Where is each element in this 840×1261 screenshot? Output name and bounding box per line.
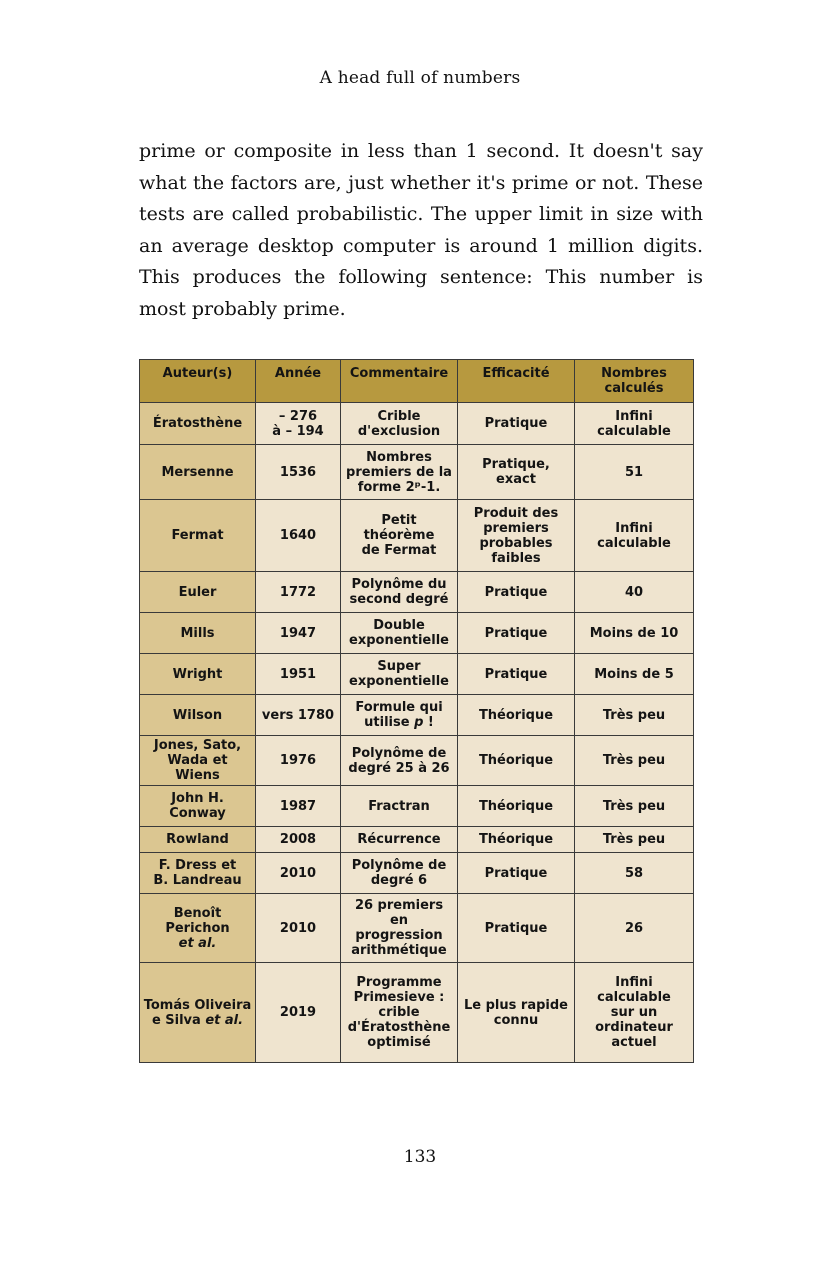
primes-table	[139, 359, 694, 1063]
header-year: Année	[256, 360, 341, 403]
author-name: Fermat	[171, 528, 224, 543]
table-row	[140, 827, 694, 853]
cell-author	[140, 500, 256, 572]
table-row	[140, 445, 694, 500]
cell-numbers: 51	[575, 445, 694, 500]
cell-author	[140, 695, 256, 736]
author-name: Mills	[180, 625, 215, 641]
cell-comment: Récurrence	[341, 827, 458, 853]
table-header-row	[140, 360, 694, 403]
author-name: Jones, Sato, Wada et Wiens	[153, 738, 242, 783]
cell-efficiency: Théorique	[458, 695, 575, 736]
cell-numbers: Très peu	[575, 736, 694, 786]
cell-efficiency: Pratique	[458, 894, 575, 963]
cell-year: vers 1780	[256, 695, 341, 736]
cell-numbers: Très peu	[575, 695, 694, 736]
cell-efficiency: Le plus rapide connu	[458, 963, 575, 1063]
cell-author	[140, 827, 256, 853]
author-name: Wright	[172, 666, 223, 682]
cell-year: – 276 à – 194	[256, 403, 341, 445]
italic-p: p	[414, 715, 424, 730]
cell-year: 2019	[256, 963, 341, 1063]
cell-author	[140, 786, 256, 827]
cell-comment: Fractran	[341, 786, 458, 827]
cell-year: 2010	[256, 894, 341, 963]
table-row	[140, 695, 694, 736]
cell-efficiency: Théorique	[458, 827, 575, 853]
cell-comment: Programme Primesieve : crible d'Ératosthène optimisé	[341, 963, 458, 1063]
table-row	[140, 736, 694, 786]
cell-author	[140, 853, 256, 894]
cell-efficiency: Pratique, exact	[458, 445, 575, 500]
cell-efficiency: Pratique	[458, 853, 575, 894]
table-row	[140, 853, 694, 894]
cell-efficiency: Théorique	[458, 786, 575, 827]
author-name: Rowland	[166, 832, 229, 847]
author-name: Euler	[178, 584, 217, 600]
cell-efficiency: Produit des premiers probables faibles	[458, 500, 575, 572]
cell-comment: Polynôme de degré 25 à 26	[341, 736, 458, 786]
cell-numbers: Très peu	[575, 827, 694, 853]
cell-comment: 26 premiers en progression arithmétique	[341, 894, 458, 963]
cell-year: 1976	[256, 736, 341, 786]
cell-numbers: 40	[575, 572, 694, 613]
cell-author	[140, 445, 256, 500]
cell-numbers: 58	[575, 853, 694, 894]
cell-comment: Formule qui utilise p !	[341, 695, 458, 736]
table-row	[140, 786, 694, 827]
cell-author	[140, 894, 256, 963]
cell-author	[140, 736, 256, 786]
author-et-al: et al.	[178, 935, 217, 951]
cell-year: 1987	[256, 786, 341, 827]
table-row	[140, 403, 694, 445]
table-row	[140, 654, 694, 695]
cell-numbers: Infini calculable sur un ordinateur actuel	[575, 963, 694, 1063]
author-name: F. Dress et B. Landreau	[153, 858, 242, 888]
cell-numbers: Infini calculable	[575, 500, 694, 572]
cell-year: 1772	[256, 572, 341, 613]
cell-year: 1640	[256, 500, 341, 572]
cell-numbers: Moins de 10	[575, 613, 694, 654]
cell-numbers: Moins de 5	[575, 654, 694, 695]
cell-comment: Nombres premiers de la forme 2ᵖ-1.	[341, 445, 458, 500]
author-name: John H. Conway	[169, 791, 226, 821]
cell-efficiency: Théorique	[458, 736, 575, 786]
primes-table-container	[139, 359, 693, 1063]
header-comment: Commentaire	[341, 360, 458, 403]
author-name: Wilson	[172, 707, 223, 723]
cell-author	[140, 403, 256, 445]
cell-year: 2008	[256, 827, 341, 853]
author-name: Tomás Oliveira e Silva	[143, 997, 252, 1028]
cell-author	[140, 654, 256, 695]
table-row	[140, 894, 694, 963]
table-body	[140, 403, 694, 1063]
cell-efficiency: Pratique	[458, 403, 575, 445]
cell-numbers: 26	[575, 894, 694, 963]
author-name: Mersenne	[161, 464, 234, 480]
cell-year: 1536	[256, 445, 341, 500]
header-numbers: Nombres calculés	[575, 360, 694, 403]
author-name: Benoît Perichon	[165, 905, 230, 936]
cell-year: 1951	[256, 654, 341, 695]
cell-numbers: Très peu	[575, 786, 694, 827]
running-head: A head full of numbers	[319, 68, 521, 88]
author-et-al: et al.	[205, 1012, 244, 1028]
cell-comment: Polynôme de degré 6	[341, 853, 458, 894]
cell-comment: Crible d'exclusion	[341, 403, 458, 445]
table-row	[140, 613, 694, 654]
author-name: Ératosthène	[152, 416, 243, 431]
cell-comment: Petit théorème de Fermat	[341, 500, 458, 572]
table-row	[140, 963, 694, 1063]
cell-comment: Polynôme du second degré	[341, 572, 458, 613]
page-number: 133	[403, 1147, 437, 1167]
header-efficiency: Efficacité	[458, 360, 575, 403]
cell-author	[140, 613, 256, 654]
body-paragraph: prime or composite in less than 1 second. It doesn't say what the factors are, just whether it's prime or not. These tests are called probabilistic. The upper limit in size with an average desktop computer is around 1 million digits. This produces the following sentence: This number is most probably prime.	[139, 140, 703, 320]
table-row	[140, 500, 694, 572]
cell-year: 1947	[256, 613, 341, 654]
cell-year: 2010	[256, 853, 341, 894]
cell-author	[140, 963, 256, 1063]
cell-numbers: Infini calculable	[575, 403, 694, 445]
table-row	[140, 572, 694, 613]
cell-author	[140, 572, 256, 613]
cell-efficiency: Pratique	[458, 654, 575, 695]
cell-comment: Super exponentielle	[341, 654, 458, 695]
cell-comment: Double exponentielle	[341, 613, 458, 654]
cell-efficiency: Pratique	[458, 613, 575, 654]
cell-efficiency: Pratique	[458, 572, 575, 613]
header-author: Auteur(s)	[140, 360, 256, 403]
